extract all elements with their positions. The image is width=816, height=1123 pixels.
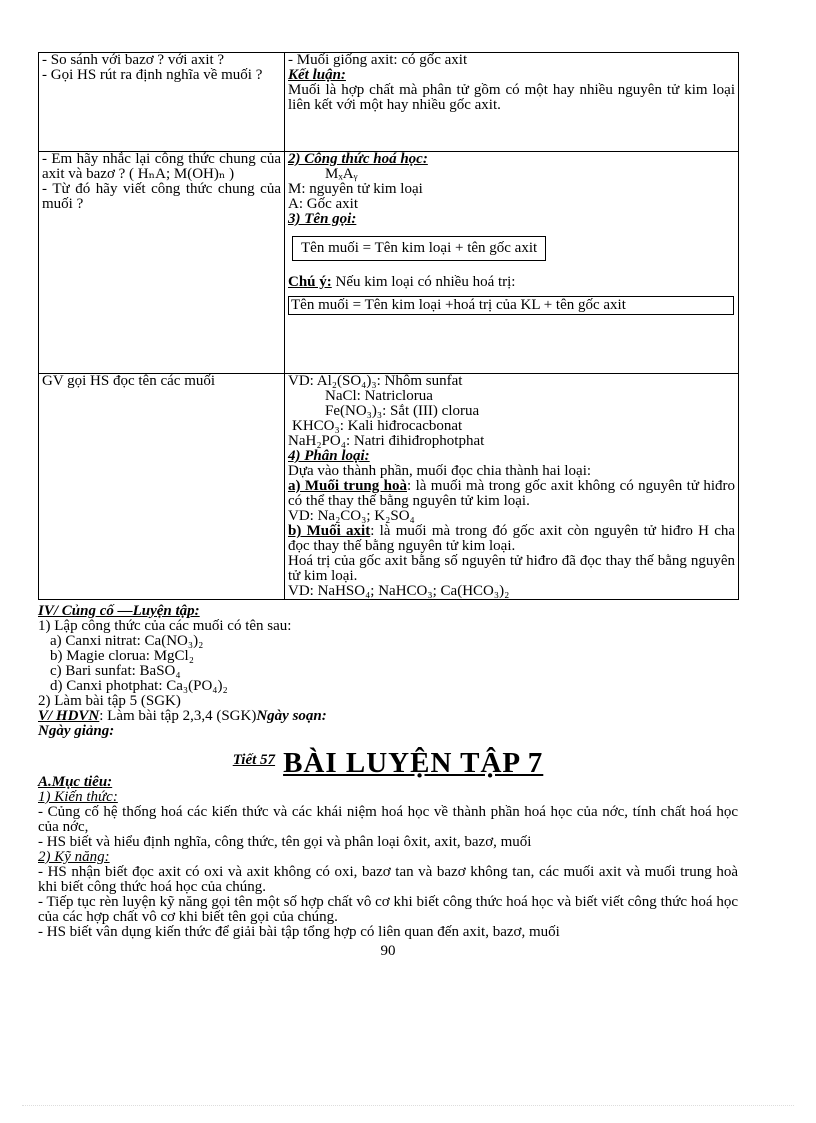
question-line: - So sánh với bazơ ? với axit ? bbox=[42, 52, 225, 68]
acid-salt-definition: b) Muối axit: là muối mà trong đó gốc axit còn nguyên tử hiđro H cha đọc thay thế bằng nguyên tử kim loại. bbox=[288, 523, 736, 554]
knowledge-item: - Củng cố hệ thống hoá các kiến thức và các khái niệm hoá học về thành phần hoá học của nớc, tính chất hoá học của nớc, bbox=[38, 804, 738, 835]
note-text: Nếu kim loại có nhiều hoá trị: bbox=[331, 274, 516, 290]
objectives-heading: A.Mục tiêu: bbox=[38, 774, 113, 790]
teacher-activity-cell bbox=[39, 374, 285, 600]
valence-note: Hoá trị của gốc axit bằng số nguyên tử hiđro đã đọc thay thế bằng nguyên tử kim loại. bbox=[288, 553, 735, 584]
table-row bbox=[39, 152, 739, 374]
content-cell bbox=[285, 53, 739, 152]
example-line: VD: Al₂(SO₄)₃: Nhôm sunfat bbox=[288, 373, 463, 389]
teaching-date-label: Ngày giảng: bbox=[38, 723, 115, 739]
note-label: Chú ý: bbox=[288, 274, 332, 290]
neutral-salt-definition: a) Muối trung hoà: là muối mà trong gốc axit không có nguyên tử hiđro có thể thay thế bằng nguyên tử kim loại. bbox=[288, 478, 736, 509]
skills-item: - HS nhận biết đọc axit có oxi và axit không có oxi, bazơ tan và bazơ không tan, các muối axit và muối trung hoà khi biết công thức hoá học của chúng. bbox=[38, 864, 738, 895]
naming-rule-box: Tên muối = Tên kim loại + tên gốc axit bbox=[292, 236, 546, 261]
formula-heading: 2) Công thức hoá học: bbox=[288, 151, 428, 167]
naming-heading: 3) Tên gọi: bbox=[288, 211, 357, 227]
question-line: - Em hãy nhắc lại công thức chung của axit và bazơ ? ( HₙA; M(OH)ₙ ) bbox=[42, 151, 281, 182]
conclusion-text: Muối là hợp chất mà phân tử gồm có một hay nhiều nguyên tử kim loại liên kết với một hay nhiều gốc axit. bbox=[288, 82, 735, 113]
classification-intro: Dựa vào thành phần, muối đọc chia thành hai loại: bbox=[288, 463, 592, 479]
skills-heading: 2) Kỹ năng: bbox=[38, 849, 110, 865]
homework-line: V/ HDVN: Làm bài tập 2,3,4 (SGK)Ngày soạn: bbox=[38, 708, 327, 724]
general-formula: MₓAᵧ bbox=[325, 166, 358, 182]
example-line: NaCl: Natriclorua bbox=[325, 388, 433, 404]
page-number: 90 bbox=[380, 943, 396, 959]
list-item: b) Magie clorua: MgCl₂ bbox=[50, 648, 194, 664]
list-item: d) Canxi photphat: Ca₃(PO₄)₂ bbox=[50, 678, 228, 694]
skills-item: - HS biết vân dụng kiến thức để giải bài tập tổng hợp có liên quan đến axit, bazơ, muối bbox=[38, 924, 560, 940]
list-item: c) Bari sunfat: BaSO₄ bbox=[50, 663, 181, 679]
content-cell bbox=[285, 374, 739, 600]
period-number: Tiết 57 bbox=[232, 752, 276, 768]
lesson-title bbox=[38, 747, 738, 785]
exercise-question: 2) Làm bài tập 5 (SGK) bbox=[38, 693, 181, 709]
answer-line: - Muối giống axit: có gốc axit bbox=[288, 52, 468, 68]
example-line: Fe(NO₃)₃: Sắt (III) clorua bbox=[325, 403, 480, 419]
teacher-instruction: GV gọi HS đọc tên các muối bbox=[42, 373, 216, 389]
question-line: - Gọi HS rút ra định nghĩa về muối ? bbox=[42, 67, 263, 83]
knowledge-heading: 1) Kiến thức: bbox=[38, 789, 118, 805]
table-row bbox=[39, 374, 739, 600]
page-bottom-divider bbox=[22, 1105, 794, 1106]
list-item: a) Canxi nitrat: Ca(NO₃)₂ bbox=[50, 633, 204, 649]
classification-heading: 4) Phân loại: bbox=[288, 448, 370, 464]
formula-definition: A: Gốc axit bbox=[288, 196, 358, 212]
formula-definition: M: nguyên tử kim loại bbox=[288, 181, 423, 197]
content-cell bbox=[285, 152, 739, 374]
exercise-list bbox=[38, 634, 738, 694]
conclusion-heading: Kết luận: bbox=[288, 67, 346, 83]
objectives-section bbox=[38, 775, 738, 940]
review-heading: IV/ Củng cố —Luyện tập: bbox=[38, 603, 200, 619]
teacher-activity-cell bbox=[39, 152, 285, 374]
knowledge-item: - HS biết và hiểu định nghĩa, công thức, tên gọi và phân loại ôxit, axit, bazơ, muối bbox=[38, 834, 532, 850]
page-title: BÀI LUYỆN TẬP 7 bbox=[283, 747, 544, 779]
skills-item: - Tiếp tục rèn luyện kỹ năng gọi tên một số hợp chất vô cơ khi biết công thức hoá học và biết viết công thức hoá học của các hợp chất vô cơ khi biết tên gọi của chúng. bbox=[38, 894, 738, 925]
exercise-question: 1) Lập công thức của các muối có tên sau: bbox=[38, 618, 292, 634]
review-section bbox=[38, 604, 738, 739]
example-line: NaH₂PO₄: Natri đihiđrophotphat bbox=[288, 433, 485, 449]
neutral-salt-example: VD: Na₂CO₃; K₂SO₄ bbox=[288, 508, 415, 524]
question-line: - Từ đó hãy viết công thức chung của muối ? bbox=[42, 181, 281, 212]
teacher-activity-cell bbox=[39, 53, 285, 152]
acid-salt-example: VD: NaHSO₄; NaHCO₃; Ca(HCO₃)₂ bbox=[288, 583, 510, 599]
table-row bbox=[39, 53, 739, 152]
example-line: KHCO₃: Kali hiđrocacbonat bbox=[292, 418, 463, 434]
lesson-table bbox=[38, 52, 739, 600]
preparation-date-label: Ngày soạn: bbox=[256, 708, 327, 724]
naming-rule-box-2: Tên muối = Tên kim loại +hoá trị của KL + tên gốc axit bbox=[288, 296, 734, 315]
document-page bbox=[38, 52, 738, 959]
